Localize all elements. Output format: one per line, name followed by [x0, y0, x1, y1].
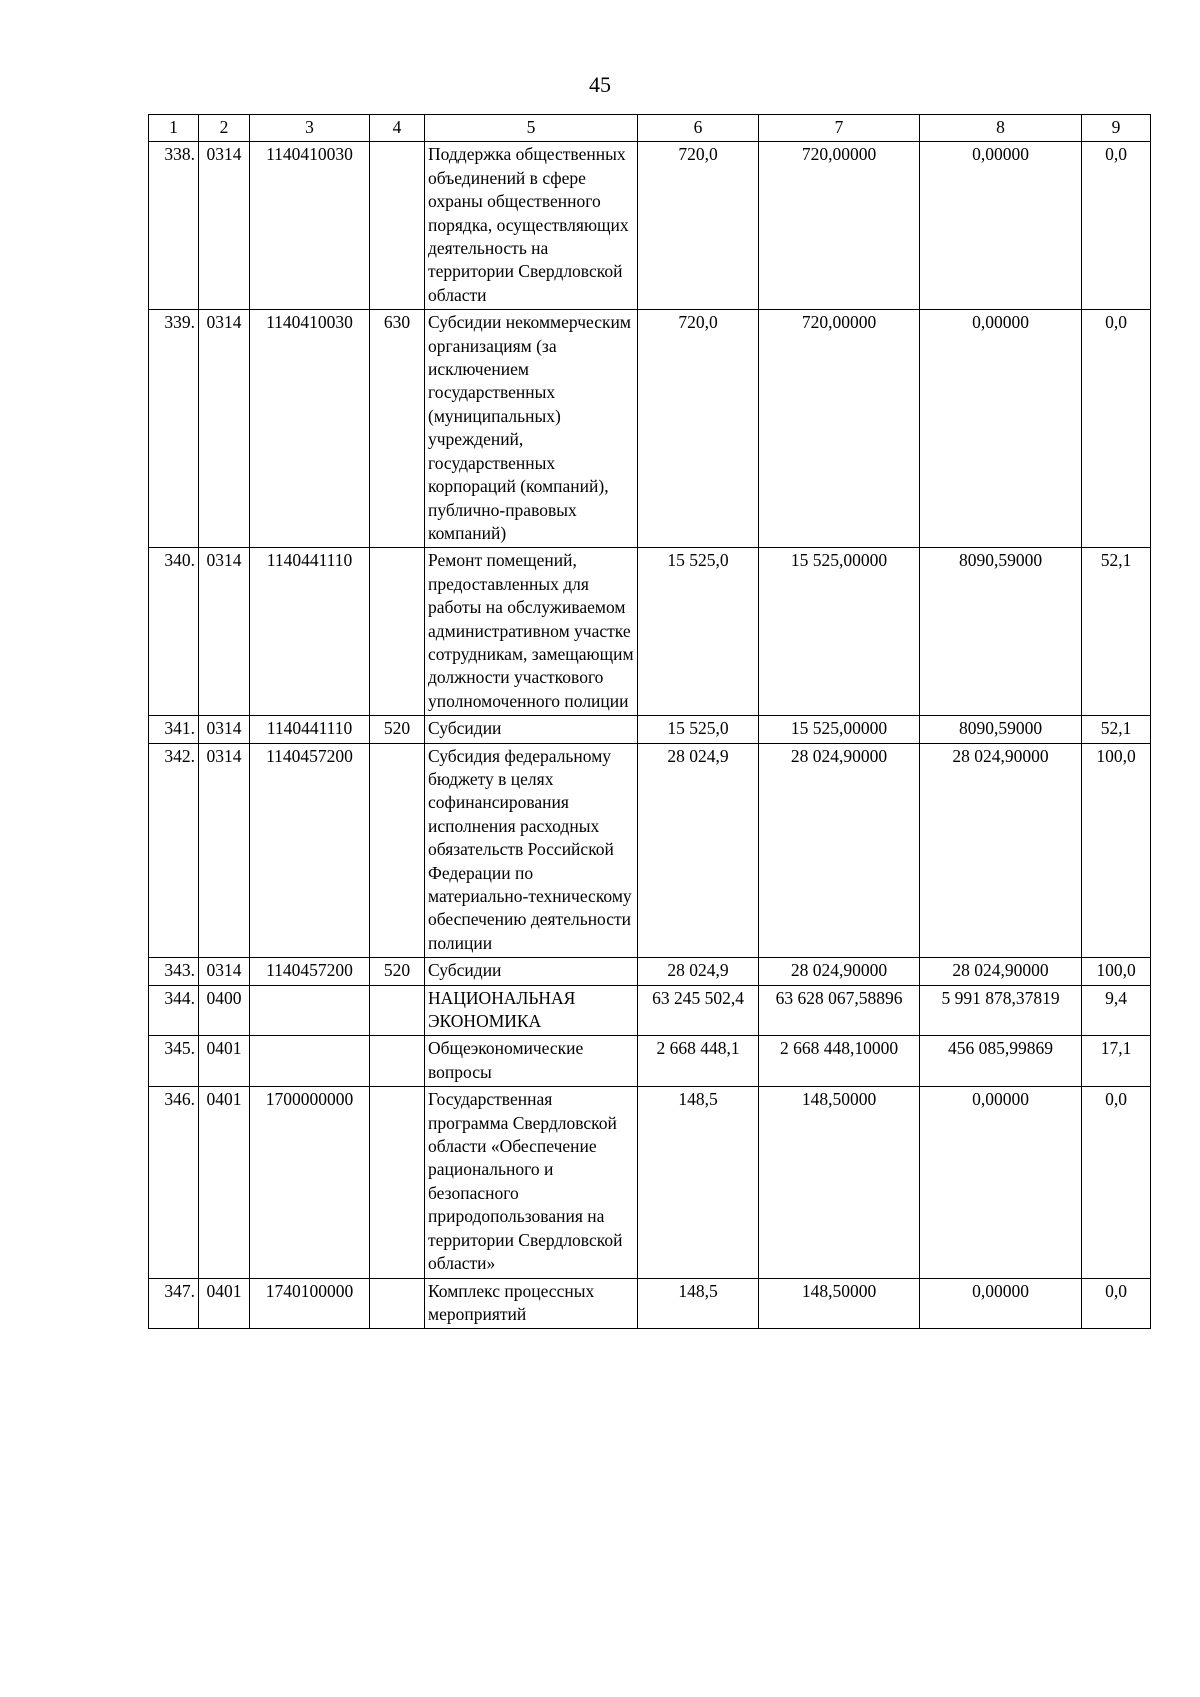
- plan-amount: 720,00000: [759, 142, 920, 310]
- target-code: 1700000000: [250, 1087, 370, 1278]
- table-row: [149, 958, 1151, 985]
- row-number: 339.: [149, 310, 199, 548]
- column-header: 9: [1082, 115, 1151, 142]
- plan-amount: 2 668 448,10000: [759, 1036, 920, 1087]
- row-number: 346.: [149, 1087, 199, 1278]
- section-code: 0314: [199, 142, 250, 310]
- table-row: [149, 985, 1151, 1036]
- executed-amount: 8090,59000: [920, 548, 1082, 716]
- section-code: 0314: [199, 958, 250, 985]
- expense-type: [370, 1087, 425, 1278]
- column-header: 8: [920, 115, 1082, 142]
- target-code: 1140441110: [250, 548, 370, 716]
- section-code: 0401: [199, 1278, 250, 1329]
- executed-amount: 0,00000: [920, 310, 1082, 548]
- column-header: 7: [759, 115, 920, 142]
- target-code: 1140457200: [250, 743, 370, 958]
- item-name: Государственная программа Свердловской области «Обеспечение рационального и безопасного природопользования на территории Свердловской области»: [425, 1087, 638, 1278]
- expense-type: [370, 985, 425, 1036]
- execution-percent: 0,0: [1082, 142, 1151, 310]
- execution-percent: 0,0: [1082, 1087, 1151, 1278]
- target-code: 1140457200: [250, 958, 370, 985]
- expense-type: [370, 1278, 425, 1329]
- section-code: 0314: [199, 743, 250, 958]
- row-number: 343.: [149, 958, 199, 985]
- approved-amount: 148,5: [638, 1087, 759, 1278]
- section-code: 0401: [199, 1087, 250, 1278]
- approved-amount: 28 024,9: [638, 958, 759, 985]
- item-name: Ремонт помещений, предоставленных для работы на обслуживаемом административном участке сотрудникам, замещающим должности участкового уполномоченного полиции: [425, 548, 638, 716]
- row-number: 341.: [149, 716, 199, 743]
- expense-type: [370, 142, 425, 310]
- executed-amount: 28 024,90000: [920, 958, 1082, 985]
- approved-amount: 15 525,0: [638, 548, 759, 716]
- item-name: Субсидии: [425, 958, 638, 985]
- plan-amount: 148,50000: [759, 1087, 920, 1278]
- row-number: 344.: [149, 985, 199, 1036]
- approved-amount: 28 024,9: [638, 743, 759, 958]
- execution-percent: 52,1: [1082, 716, 1151, 743]
- row-number: 342.: [149, 743, 199, 958]
- expense-type: [370, 548, 425, 716]
- section-code: 0314: [199, 548, 250, 716]
- item-name: НАЦИОНАЛЬНАЯ ЭКОНОМИКА: [425, 985, 638, 1036]
- table-row: [149, 1036, 1151, 1087]
- table-row: [149, 1278, 1151, 1329]
- column-header: 3: [250, 115, 370, 142]
- target-code: [250, 985, 370, 1036]
- plan-amount: 63 628 067,58896: [759, 985, 920, 1036]
- expense-type: 520: [370, 716, 425, 743]
- page-number: 45: [589, 72, 611, 97]
- execution-percent: 100,0: [1082, 958, 1151, 985]
- item-name: Субсидии некоммерческим организациям (за исключением государственных (муниципальных) учреждений, государственных корпораций (компаний), публично-правовых компаний): [425, 310, 638, 548]
- section-code: 0400: [199, 985, 250, 1036]
- executed-amount: 456 085,99869: [920, 1036, 1082, 1087]
- plan-amount: 28 024,90000: [759, 743, 920, 958]
- plan-amount: 15 525,00000: [759, 716, 920, 743]
- column-header: 6: [638, 115, 759, 142]
- item-name: Поддержка общественных объединений в сфере охраны общественного порядка, осуществляющих деятельность на территории Свердловской области: [425, 142, 638, 310]
- row-number: 345.: [149, 1036, 199, 1087]
- execution-percent: 17,1: [1082, 1036, 1151, 1087]
- section-code: 0314: [199, 716, 250, 743]
- executed-amount: 0,00000: [920, 142, 1082, 310]
- row-number: 340.: [149, 548, 199, 716]
- expense-type: [370, 1036, 425, 1087]
- expense-type: 520: [370, 958, 425, 985]
- expense-type: 630: [370, 310, 425, 548]
- executed-amount: 8090,59000: [920, 716, 1082, 743]
- row-number: 338.: [149, 142, 199, 310]
- expense-type: [370, 743, 425, 958]
- target-code: 1140410030: [250, 142, 370, 310]
- execution-percent: 0,0: [1082, 310, 1151, 548]
- approved-amount: 63 245 502,4: [638, 985, 759, 1036]
- executed-amount: 28 024,90000: [920, 743, 1082, 958]
- plan-amount: 720,00000: [759, 310, 920, 548]
- approved-amount: 15 525,0: [638, 716, 759, 743]
- column-header: 4: [370, 115, 425, 142]
- header-row: [149, 115, 1151, 142]
- table-row: [149, 1087, 1151, 1278]
- item-name: Комплекс процессных мероприятий: [425, 1278, 638, 1329]
- execution-percent: 52,1: [1082, 548, 1151, 716]
- table-row: [149, 142, 1151, 310]
- target-code: [250, 1036, 370, 1087]
- row-number: 347.: [149, 1278, 199, 1329]
- executed-amount: 0,00000: [920, 1278, 1082, 1329]
- table-row: [149, 548, 1151, 716]
- column-header: 1: [149, 115, 199, 142]
- table-row: [149, 716, 1151, 743]
- column-header: 5: [425, 115, 638, 142]
- target-code: 1740100000: [250, 1278, 370, 1329]
- approved-amount: 2 668 448,1: [638, 1036, 759, 1087]
- section-code: 0314: [199, 310, 250, 548]
- execution-percent: 9,4: [1082, 985, 1151, 1036]
- item-name: Субсидия федеральному бюджету в целях софинансирования исполнения расходных обязательств Российской Федерации по материально-техническому обеспечению деятельности полиции: [425, 743, 638, 958]
- execution-percent: 0,0: [1082, 1278, 1151, 1329]
- execution-percent: 100,0: [1082, 743, 1151, 958]
- approved-amount: 148,5: [638, 1278, 759, 1329]
- section-code: 0401: [199, 1036, 250, 1087]
- target-code: 1140410030: [250, 310, 370, 548]
- table-row: [149, 743, 1151, 958]
- target-code: 1140441110: [250, 716, 370, 743]
- executed-amount: 5 991 878,37819: [920, 985, 1082, 1036]
- budget-table: [148, 114, 1151, 1329]
- approved-amount: 720,0: [638, 310, 759, 548]
- item-name: Общеэкономические вопросы: [425, 1036, 638, 1087]
- item-name: Субсидии: [425, 716, 638, 743]
- column-header: 2: [199, 115, 250, 142]
- approved-amount: 720,0: [638, 142, 759, 310]
- plan-amount: 148,50000: [759, 1278, 920, 1329]
- plan-amount: 28 024,90000: [759, 958, 920, 985]
- table-row: [149, 310, 1151, 548]
- executed-amount: 0,00000: [920, 1087, 1082, 1278]
- plan-amount: 15 525,00000: [759, 548, 920, 716]
